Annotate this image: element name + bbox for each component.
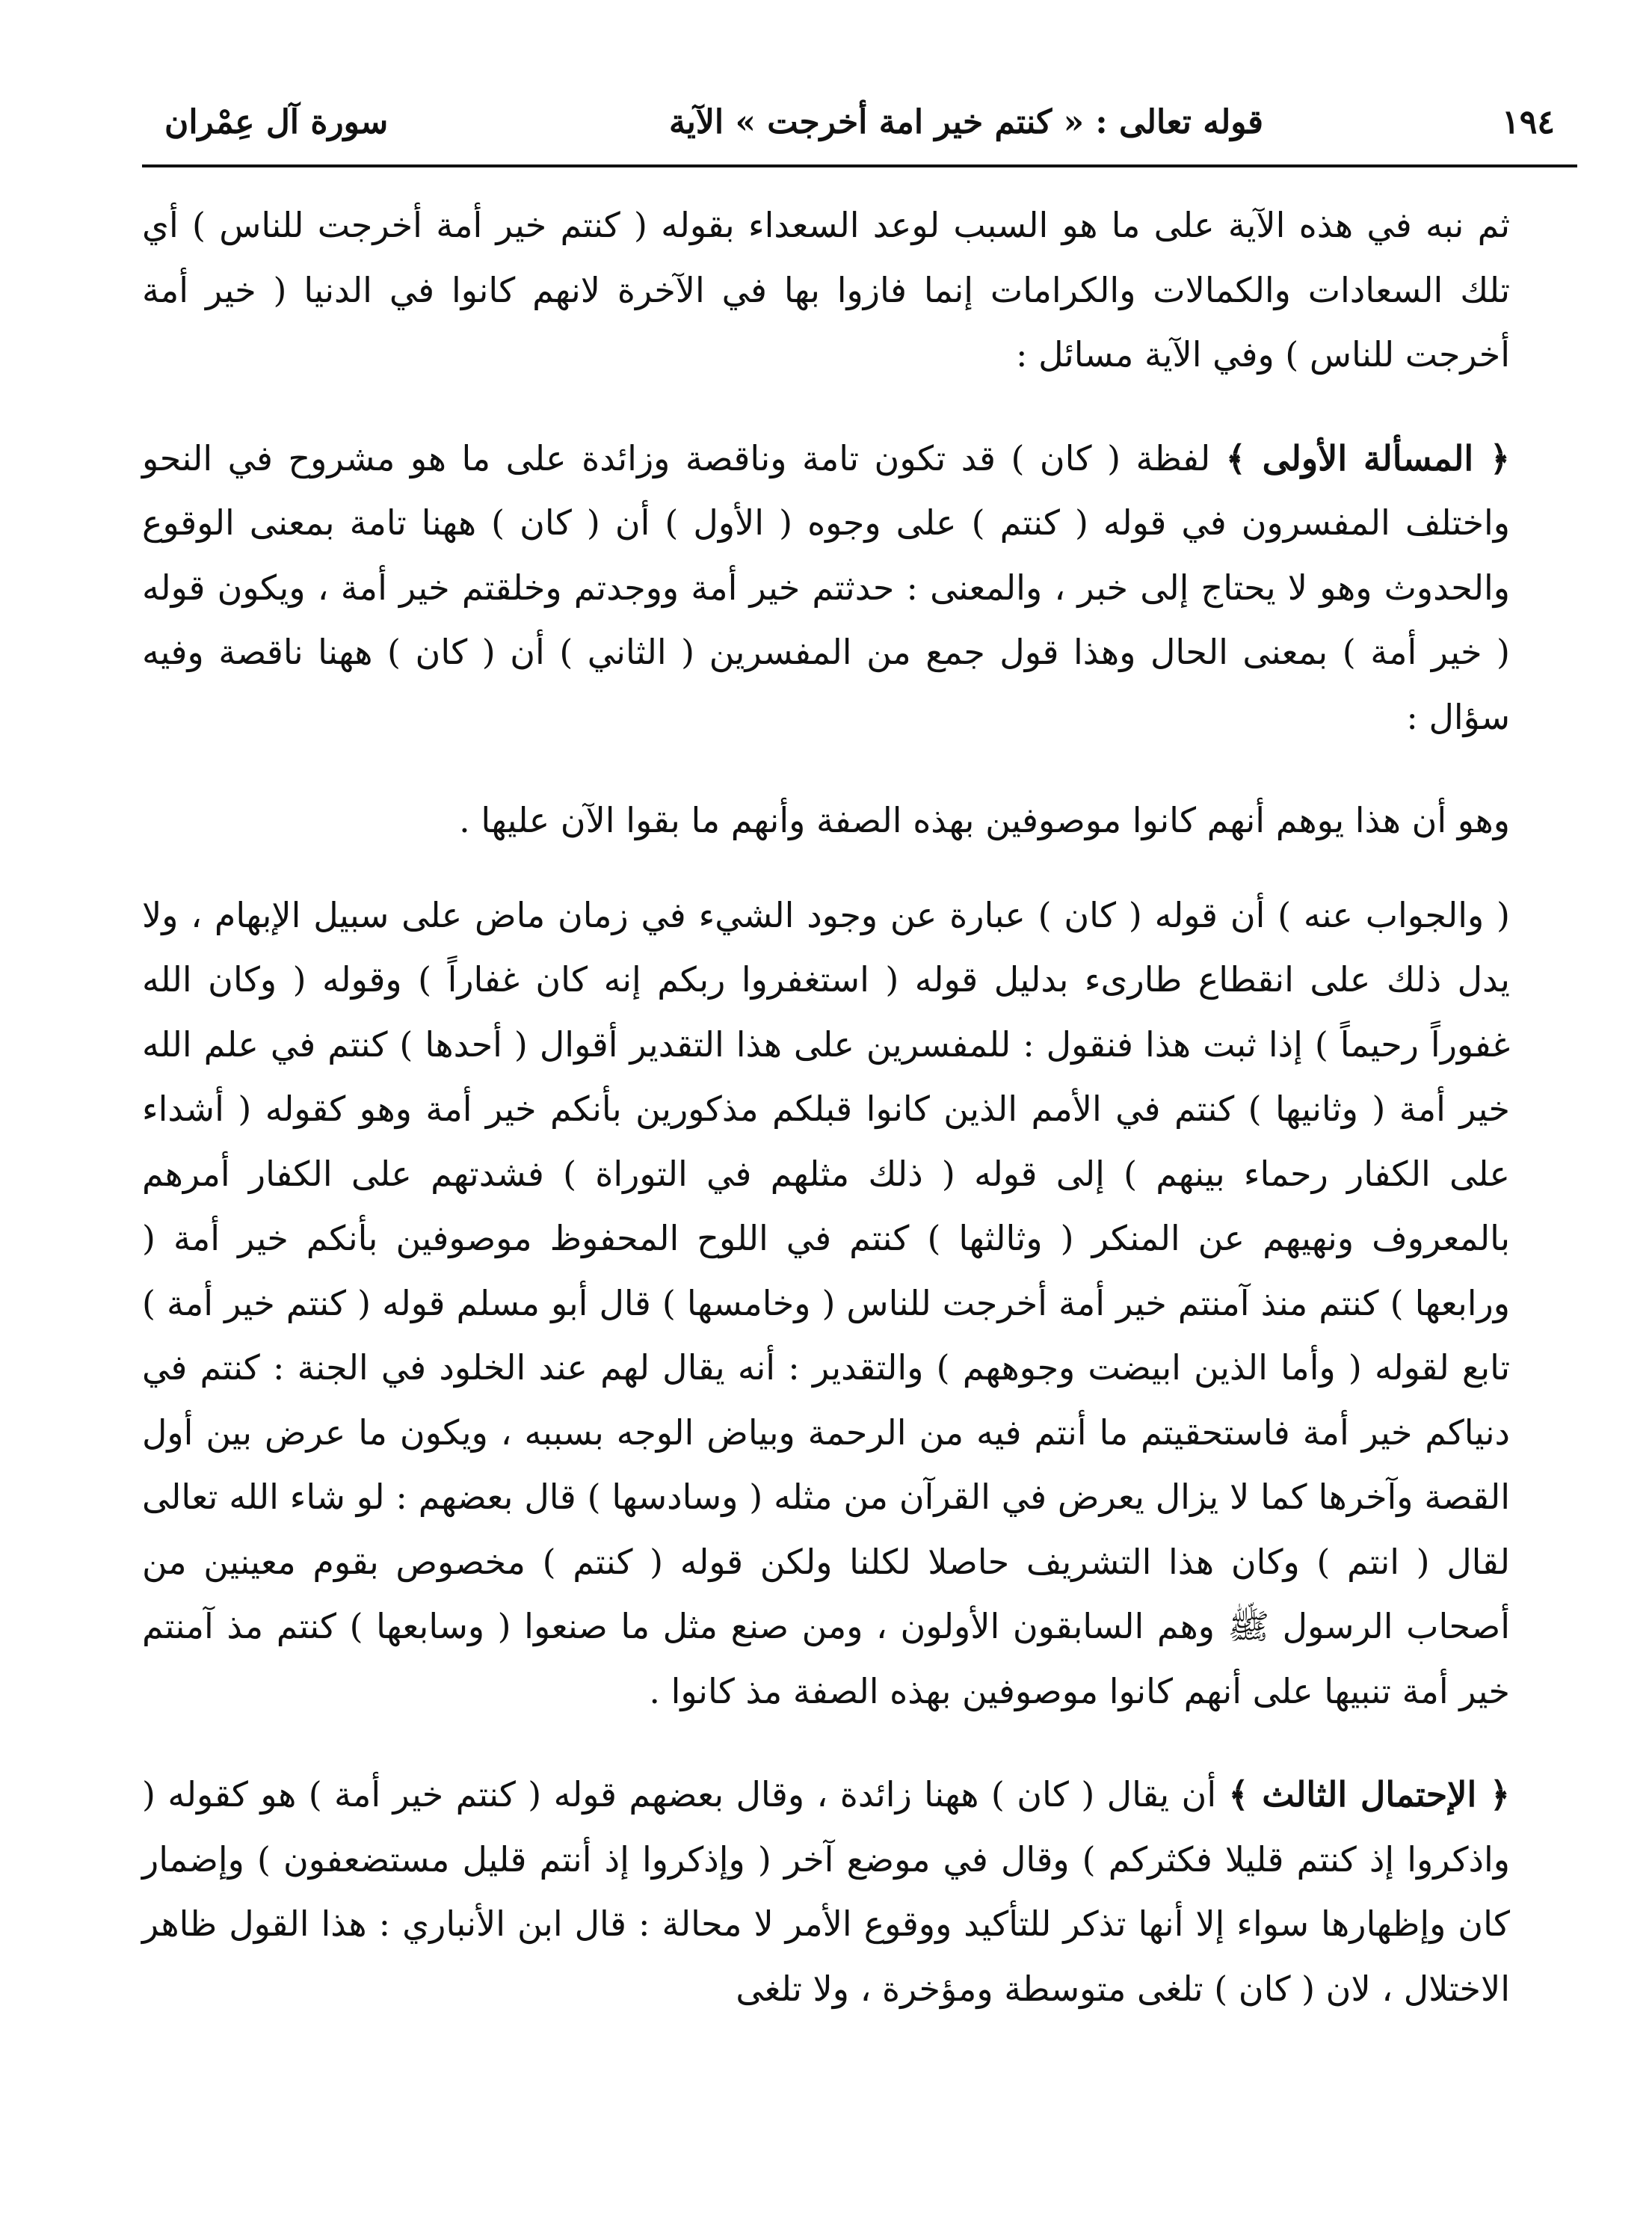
section-heading: ﴿ الإحتمال الثالث ﴾ (1228, 1774, 1510, 1815)
paragraph-text: لفظة ( كان ) قد تكون تامة وناقصة وزائدة على ما هو مشروح في النحو واختلف المفسرون في قوله ( كنتم ) على وجوه ( الأول ) أن ( كان ) ههنا تامة بمعنى الوقوع والحدوث وهو لا يحتاج إلى خبر ، والمعنى : حدثتم خير أمة ووجدتم وخلقتم خير أمة ، ويكون قوله ( خير أمة ) بمعنى الحال وهذا قول جمع من المفسرين ( الثاني ) أن ( كان ) ههنا ناقصة وفيه سؤال : (142, 437, 1510, 737)
paragraph-text: ثم نبه في هذه الآية على ما هو السبب لوعد السعداء بقوله ( كنتم خير أمة أخرجت للناس ) أي تلك السعادات والكمالات والكرامات إنما فازوا بها في الآخرة لانهم كانوا في الدنيا ( خير أمة أخرجت للناس ) وفي الآية مسائل : (142, 205, 1510, 375)
paragraph-question (142, 788, 1577, 853)
page-header (142, 82, 1577, 167)
paragraph-text: أن يقال ( كان ) ههنا زائدة ، وقال بعضهم قوله ( كنتم خير أمة ) هو كقوله ( واذكروا إذ كنتم قليلا فكثركم ) وقال في موضع آخر ( وإذكروا إذ أنتم قليل مستضعفون ) وإضمار كان وإظهارها سواء إلا أنها تذكر للتأكيد ووقوع الأمر لا محالة : قال ابن الأنباري : هذا القول ظاهر الاختلال ، لان ( كان ) تلغى متوسطة ومؤخرة ، ولا تلغى (142, 1774, 1510, 2009)
section-heading: ﴿ المسألة الأولى ﴾ (1225, 437, 1511, 478)
paragraph-text: ( والجواب عنه ) أن قوله ( كان ) عبارة عن وجود الشيء في زمان ماض على سبيل الإبهام ، ولا يدل ذلك على انقطاع طارىء بدليل قوله ( استغفروا ربكم إنه كان غفاراً ) وقوله ( وكان الله غفوراً رحيماً ) إذا ثبت هذا فنقول : للمفسرين على هذا التقدير أقوال ( أحدها ) كنتم في علم الله خير أمة ( وثانيها ) كنتم في الأمم الذين كانوا قبلكم مذكورين بأنكم خير أمة وهو كقوله ( أشداء على الكفار رحماء بينهم ) إلى قوله ( ذلك مثلهم في التوراة ) فشدتهم على الكفار أمرهم بالمعروف ونهيهم عن المنكر ( وثالثها ) كنتم في اللوح المحفوظ موصوفين بأنكم خير أمة ( ورابعها ) كنتم منذ آمنتم خير أمة أخرجت للناس ( وخامسها ) قال أبو مسلم قوله ( كنتم خير أمة ) تابع لقوله ( وأما الذين ابيضت وجوههم ) والتقدير : أنه يقال لهم عند الخلود في الجنة : كنتم في دنياكم خير أمة فاستحقيتم ما أنتم فيه من الرحمة وبياض الوجه بسببه ، ويكون ما عرض بين أول القصة وآخرها كما لا يزال يعرض في القرآن من مثله ( وسادسها ) قال بعضهم : لو شاء الله تعالى لقال ( انتم ) وكان هذا التشريف حاصلا لكلنا ولكن قوله ( كنتم ) مخصوص بقوم معينين من أصحاب الرسول ﷺ وهم السابقون الأولون ، ومن صنع مثل ما صنعوا ( وسابعها ) كنتم مذ آمنتم خير أمة تنبيها على أنهم كانوا موصوفين بهذه الصفة مذ كانوا . (142, 894, 1510, 1711)
page-body (142, 193, 1577, 2021)
surah-name: سورة آل عِمْران (164, 103, 389, 141)
paragraph-third-possibility (142, 1762, 1577, 2021)
paragraph-intro (142, 193, 1577, 387)
page-number: ١٩٤ (1502, 103, 1555, 141)
running-title: قوله تعالى : « كنتم خير امة أخرجت » الآية (668, 103, 1263, 141)
book-page (142, 82, 1577, 2021)
paragraph-answer (142, 883, 1577, 1724)
paragraph-first-issue (142, 426, 1577, 750)
paragraph-text: وهو أن هذا يوهم أنهم كانوا موصوفين بهذه الصفة وأنهم ما بقوا الآن عليها . (459, 800, 1510, 840)
